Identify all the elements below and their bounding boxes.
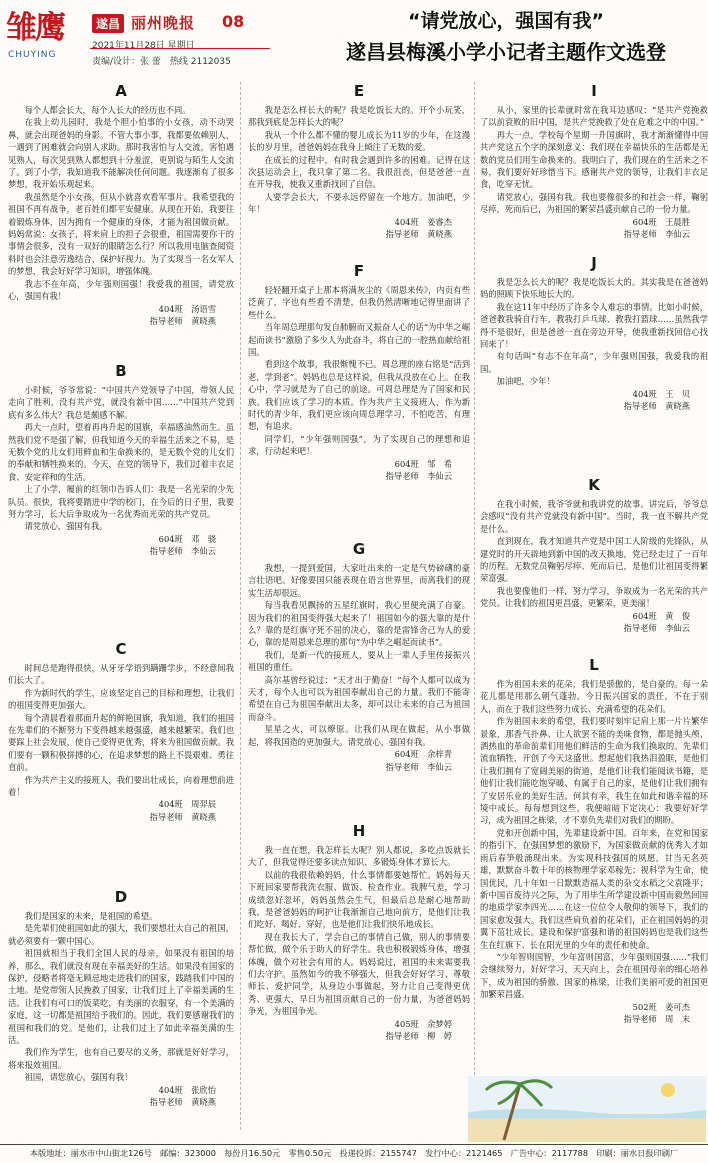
paragraph: 我志不在年高，少年强则国强！我爱我的祖国，请党放心，强国有我！ (8, 278, 234, 302)
beach-illustration (468, 1076, 706, 1142)
teacher-name: 指导老师 李仙云 (149, 546, 216, 557)
article-letter: L (589, 656, 599, 674)
author-class: 404班 张欣怡 (158, 1084, 216, 1095)
paragraph: 当年周总理那句发自肺腑而又振奋人心的话“为中华之崛起而读书”激励了多少人为此奋斗，将自己的一腔热血献给祖国。 (248, 322, 470, 358)
sun (661, 1083, 675, 1097)
paragraph: 我们是国家的未来，是祖国的希望。 (24, 911, 158, 921)
article-letter: C (115, 640, 127, 658)
article-l (480, 656, 708, 1025)
paragraph: 每当我看见飘扬的五星红旗时，我心里便充满了自豪。因为我们的祖国变得强大起来了！祖国如今的强大靠的是什么？靠的是红旗守死不屈的决心，靠的是雷锋舍己为人的爱心，靠的是周恩来总理的那句“为中华之崛起而读书”。 (248, 600, 470, 648)
author-class: 404班 王 贝 (632, 388, 690, 399)
footer-info: 本版地址：丽水市中山街北126号 邮编：323000 每份月16.50元 零售0.50元 投递投诉：2155747 发行中心：2121465 广告中心：2117788 印刷：丽水日报印刷厂 (0, 1144, 708, 1163)
article-body (480, 276, 708, 388)
article-body (8, 910, 234, 1084)
paragraph: 我是怎么长大的呢？我是吃饭长大的。其实我是在爸爸妈妈的照顾下快乐地长大的。 (480, 277, 708, 300)
article-letter: G (352, 540, 366, 558)
paragraph: 我们，是新一代的接班人，要从上一辈人手里传接振兴祖国的重任。 (248, 649, 470, 673)
teacher-name: 指导老师 黄晓燕 (149, 811, 216, 822)
page-number: 08 (222, 12, 245, 31)
editor-line: 责编/设计：张 蕾 热线 2112035 (92, 57, 231, 67)
paragraph: 从小，家里的长辈就时常在我耳边感叹：“是共产党挽救了以前衰败的旧中国，是共产党挽救了处在危难之中的中国。” (480, 105, 708, 128)
paragraph: 上了小学，履前的红领巾告诉人们：我是一名光荣的少先队员。很快，我将要踏进中学的校门，在今后的日子里，我要努力学习，长大后争取成为一名优秀而光荣的共产党员。 (8, 484, 234, 520)
author-class: 604班 邓 骁 (158, 533, 216, 544)
paragraph: 有句话叫“有志不在年高”，少年强则国强，我爱我的祖国。 (480, 351, 708, 374)
teacher-name: 指导老师 黄晓燕 (385, 229, 452, 240)
paragraph: 加油吧，少年！ (496, 376, 555, 387)
author-class: 405班 余梦婷 (394, 1018, 452, 1029)
paragraph: 再大一点时，望着再冉升起的国旗，幸福感油然而生。虽然我们党不是强了解，但我知道今天的幸福生活来之不易，是无数个党的儿女们用鲜血和生命换来的，是无数个党的儿女们的奉献和牺牲换来的。今天，在党的领导下，我们过着丰衣足食、安定祥和的生活。 (8, 422, 234, 482)
paragraph: 祖国，请您放心，强国有我！ (24, 1072, 133, 1083)
paragraph: 作为祖国未来的花朵，我们是骄傲的，是自豪的。每一朵花儿都是用那么朝气蓬勃。今日振兴国家的责任，不在于别人，而在于我们这些努力成长、充满希望的花朵们。 (480, 679, 708, 714)
article-body (8, 104, 234, 303)
paragraph: 我虽然是个小女孩，但从小就喜欢看军事片。我希望我的祖国不再有战争，老百姓们都平安健康。从现在开始，我要往着锻炼身体，因为拥有一个健康的身体，才能为祖国做贡献。妈妈常说：女孩子，将来肩上的担子会很重，祖国需要你干的事情会很多，没有一双好的眼睛怎么行？所以我用电脑查阅资料时也会注意劳逸结合，保护好视力。为了实现当一名女军人的梦想，我会好好学习知识，增强体魄。 (8, 191, 234, 277)
paragraph: “少年智则国智，少年富则国富，少年强则国强……”我们会继续努力，好好学习，天天向上，会在祖国母亲的细心培养下，成为祖国的骄傲、国家的栋梁，让我们美丽可爱的祖国更加繁荣昌盛。 (480, 951, 708, 1000)
author-class: 604班 余梓青 (394, 749, 452, 760)
paragraph: 再大一点，学校每个星期一升国旗时，我才渐渐懂得中国共产党这五个字的深刻意义：我们现在幸福快乐的生活都是无数的党员们用生命换来的。我明白了，我们现在的生活来之不易，我们要好好珍惜当下。感谢共产党的领导，让我们丰衣足食，吃穿无忧。 (480, 129, 708, 190)
teacher-name: 指导老师 柳 婷 (385, 1031, 452, 1042)
paragraph: 时间总是跑得很快，从牙牙学语到蹒跚学步，不经意间我们长大了。 (8, 663, 234, 686)
teacher-name: 指导老师 李仙云 (623, 229, 690, 240)
paragraph: 现在我长大了，学会自己的事情自己做，别人的事情要帮忙做，做个乐于助人的好学生。我也积极锻炼身体，增强体魄，做个对社会有用的人。妈妈说过，祖国的未来需要我们去守护。虽然如今的我不够强大，但我会好好学习、尊敬师长、爱护同学，从身边小事做起，努力让自己变得更优秀、更强大，早日为祖国贡献自己的一份力量，为爸爸妈妈争光，为祖国争光。 (248, 931, 470, 1017)
teacher-name: 指导老师 黄晓燕 (623, 401, 690, 412)
article-body (8, 662, 234, 798)
paragraph: 党和开创新中国，先辈建设新中国。百年来，在党和国家的指引下，在强国梦想的激励下，为国家做贡献的优秀人才如雨后春笋般涌现出来。为实现科技强国的夙愿，甘当无名英雄，默默奋斗数十年的核物理学家邓稼先；视科学为生命，使国优民，几十年如一日默默造福人类的杂交水稻之父袁隆平；新中国百废待兴之际，为了用毕生所学建设新中国而毅然回国的地质学家李四光……在这一位位令人敬仰的领导下，我们的国家愈发强大。我们这些肩负着的花朵们，正在祖国妈妈的羽翼下茁壮成长。建设和保护富强和谐的祖国妈妈也是我们这些生在红旗下、长在阳光里的少年的责任和使命。 (480, 827, 708, 950)
author-class: 404班 姜睿杰 (394, 216, 452, 227)
paragraph: 看到这个故事，我很惭愧不已。周总理的座右铭是“活到老，学到老”。妈妈也总是这样说，但我从没放在心上。在我心中，学习就是为了自己的前途。可周总理是为了国家和民族。我们应该了学习的本质。作为共产主义接班人，作为新时代的青少年，我们更应该向周总理学习，不怕吃苦，有理想，有追求。 (248, 359, 470, 432)
article-b (8, 362, 234, 558)
paragraph: 在我上幼儿园时，我是个胆小怕事的小女孩，动不动哭鼻，就会出现爸妈的身影。不管大事小事，我都要依赖别人，一遇到了困难就会向别人求助。那时我害怕与人交流，害怕遇见熟人，每次见到熟人都想到十分羞涩，更别说与陌生人交流了。到了小学，我知道我不能解决任何问题。我逐渐有了很多梦想，我开始乐观起来。 (8, 117, 234, 190)
teacher-name: 指导老师 李仙云 (623, 623, 690, 634)
paragraph: 在我小时候，我爷爷就和我讲党的故事。讲完后，爷爷总会感叹“没有共产党就没有新中国”。当时，我一直不解共产党是什么。 (480, 499, 708, 534)
paragraph: 轻轻翻开桌子上那本将满灰尘的《周恩来传》，内页有些泛黄了，字也有些看不清楚，但我仍然清晰地记得里面讲了些什么。 (248, 285, 470, 320)
article-a (8, 82, 234, 327)
article-c (8, 640, 234, 823)
article-body (480, 104, 708, 216)
article-body (480, 678, 708, 1001)
section-badge: 遂昌 (92, 14, 124, 33)
teacher-name: 指导老师 黄晓燕 (149, 315, 216, 326)
article-letter: B (115, 362, 127, 380)
logo-english: CHUYING (8, 50, 57, 60)
paragraph: 作为祖国未来的希望，我们要时刻牢记肩上那一片片繁华景象，那香气扑鼻、让人欲罢不能的美味食物，都是抛头颅、洒热血的革命前辈们用他们鲜活的生命为我们换取的。先辈们流血牺牲，开创了今天这盛世。想起他们我热泪盈眶，是他们让我们拥有了宽阔美丽的街道，是他们让我们能阅读书籍，是他们让我们能吃饱穿暖、有属于自己的家，是他们让我们拥有了安居乐业的美好生活。何其有幸，我生在如此和谐幸福的环境中成长。每每想到这些，我便暗暗下定决心：我要好好学习，成为祖国之栋梁，才不辜负先辈们对我们的期盼。 (480, 716, 708, 826)
article-h (248, 822, 470, 1043)
article-letter: K (588, 476, 600, 494)
article-body (248, 284, 470, 458)
teacher-name: 指导老师 周 末 (623, 1013, 690, 1024)
article-body (8, 384, 234, 533)
teacher-name: 指导老师 李仙云 (385, 471, 452, 482)
article-letter: H (352, 822, 366, 840)
paragraph: 同学们，“少年强则国强”，为了实现自己的理想和追求，行动起来吧！ (248, 433, 470, 457)
paragraph: 我们作为学生，也有自己要尽的义务，那就是好好学习，将来报效祖国。 (8, 1047, 234, 1070)
page-title: “请党放心，强国有我” (408, 10, 604, 32)
article-g (248, 540, 470, 773)
paragraph: 人要学会长大，不要永远停留在一个地方。加油吧，少年！ (248, 191, 470, 215)
article-letter: E (353, 82, 365, 100)
paragraph: 以前的我很依赖妈妈，什么事情都要她帮忙。妈妈每天下班回家要帮我洗衣服、做饭、检查作业。我脾气差，学习成绩忽好忽坏，妈妈虽然会生气，但最后总是耐心地帮助我。是爸爸妈妈的呵护让我渐渐自己地向前方，是他们让我们吃好、喝好、穿好，也是他们让我们快乐地成长。 (248, 869, 470, 930)
masthead (0, 0, 708, 78)
paragraph: 高尔基曾经说过：“天才出于勤奋！”每个人都可以成为天才，每个人也可以为祖国奉献出自己的力量。我们不能寄希望在自己为祖国奉献出太多，却可以让未来的自己为祖国而奋斗。 (248, 674, 470, 722)
article-f (248, 262, 470, 483)
article-k (480, 476, 708, 634)
paragraph: 作为新时代的学生，应该坚定自己的目标和理想，让我们的祖国变得更加强大。 (8, 687, 234, 711)
author-class: 604班 王晨胜 (632, 216, 690, 227)
header-rule (90, 48, 270, 49)
article-i (480, 82, 708, 240)
paragraph: 我在这11年中经历了许多令人难忘的事情。比如小时候，爸爸教我骑自行车，教我打乒乓球、教我打篮球……虽然我学得不是很好，但是爸爸一直在旁边开导，使我重新找回信心找回来了！ (480, 301, 708, 350)
author-class: 502班 姜可杰 (632, 1001, 690, 1012)
teacher-name: 指导老师 李仙云 (385, 761, 452, 772)
article-letter: F (353, 262, 365, 280)
author-class: 404班 汤语雪 (158, 303, 216, 314)
paragraph: 请党放心，强国有我。我也要像很多的和社会一样，鞠躬尽瘁，死而后已，为祖国的繁荣昌盛贡献自己的一份力量。 (480, 191, 708, 215)
article-body (248, 562, 470, 748)
teacher-name: 指导老师 黄晓燕 (149, 1097, 216, 1108)
paragraph: 请党放心，强国有我。 (24, 521, 108, 532)
issue-date: 2021年11月28日 星期日 (92, 41, 195, 51)
article-letter: A (115, 82, 127, 100)
article-letter: I (591, 82, 597, 100)
article-letter: D (114, 888, 128, 906)
author-class: 404班 周羿辰 (158, 799, 216, 810)
paragraph: 每个清晨看着那面升起的鲜艳国旗，我知道，我们的祖国在先辈们的不断努力下变得越来越强盛，越来越繁荣。我们也要踩上社会发展，使自己变得更优秀，将来为祖国做贡献。我们要有一颗积极拼搏的心，在追求梦想的路上不畏艰难、勇往直前。 (8, 712, 234, 773)
paragraph: 我从一个什么都不懂的婴儿成长为11岁的少年，在这漫长的岁月里，爸爸妈妈在我身上倾注了无数的爱。 (248, 129, 470, 153)
article-d (8, 888, 234, 1109)
paragraph: 我想，一提到爱国，大家吐出来的一定是气势磅礴的豪言壮语吧。好像要国只能表现在语言世界里，而离我们的现实生活却很远。 (248, 563, 470, 598)
paragraph: 是先辈们使祖国如此的强大，我们要想壮大自己的祖国，就必须要有一颗中国心。 (8, 923, 234, 946)
chuying-logo: 雏鹰 (6, 10, 64, 46)
article-letter: J (591, 254, 597, 272)
article-j (480, 254, 708, 412)
author-class: 604班 黄 俊 (632, 610, 690, 621)
paragraph: 我是怎么样长大的呢？我是吃饭长大的。开个小玩笑，那我到底是怎样长大的呢？ (248, 105, 470, 128)
column-divider (240, 82, 241, 1130)
paragraph: 在成长的过程中，有时我会遇到许多的困难。记得在这次县运动会上，我只拿了第二名。我很沮丧，但是爸爸一直在开导我，使我又重新找回了自信。 (248, 154, 470, 190)
article-body (480, 498, 708, 610)
page-subtitle: 遂昌县梅溪小学小记者主题作文选登 (346, 40, 666, 64)
paragraph: 每个人都会长大，每个人长大的经历也不同。 (24, 105, 191, 115)
column-divider (474, 82, 475, 1130)
paper-name: 丽州晚报 (131, 14, 196, 32)
paragraph: 祖国就相当于我们全国人民的母亲，如果没有祖国的培养，那么，我们就没有现在幸福美好的生活。如果没有国家的保护，侵略者将毫无顾忌地走进我们的国家，践踏我们中国的土地。是党带领人民挽救了国家，让我们过上了幸福美满的生活。让我们有可口的饭菜吃，有美丽的衣服穿，有一个美满的家庭，这一切都是祖国给予我们的。因此，我们要感谢我们的祖国和我们的党。是他们，让我们过上了如此幸福美满的生活。 (8, 948, 234, 1046)
article-body (248, 844, 470, 1018)
paragraph: 直到现在，我才知道共产党是中国工人阶级的先锋队，从建党时的开天辟地到新中国的改天换地，党已经走过了一百年的历程。无数党员鞠躬尽瘁、死而后已，是他们让祖国变得繁荣富强。 (480, 536, 708, 584)
article-body (248, 104, 470, 216)
paragraph: 我一直在想，我怎样长大呢？别人都说，多吃点饭就长大了，但我觉得还要多读点知识、多锻炼身体才算长大。 (248, 845, 470, 868)
paragraph: 我也要像他们一样，努力学习，争取成为一名光荣的共产党员。让我们的祖国更昌盛，更繁荣，更美丽！ (480, 585, 708, 609)
paragraph: 作为共产主义的接班人，我们要出壮成长，向着理想前进着！ (8, 774, 234, 798)
paragraph: 星星之火，可以燎原。让我们从现在做起，从小事做起，将我国造的更加强大。请党放心，强国有我。 (248, 724, 470, 747)
paragraph: 小时候，爷爷常说：“中国共产党领导了中国，带领人民走向了胜利，没有共产党，就没有新中国……”中国共产党到底有多么伟大？我总是颇感不解。 (8, 385, 234, 420)
author-class: 604班 邹 希 (394, 458, 452, 469)
article-e (248, 82, 470, 240)
